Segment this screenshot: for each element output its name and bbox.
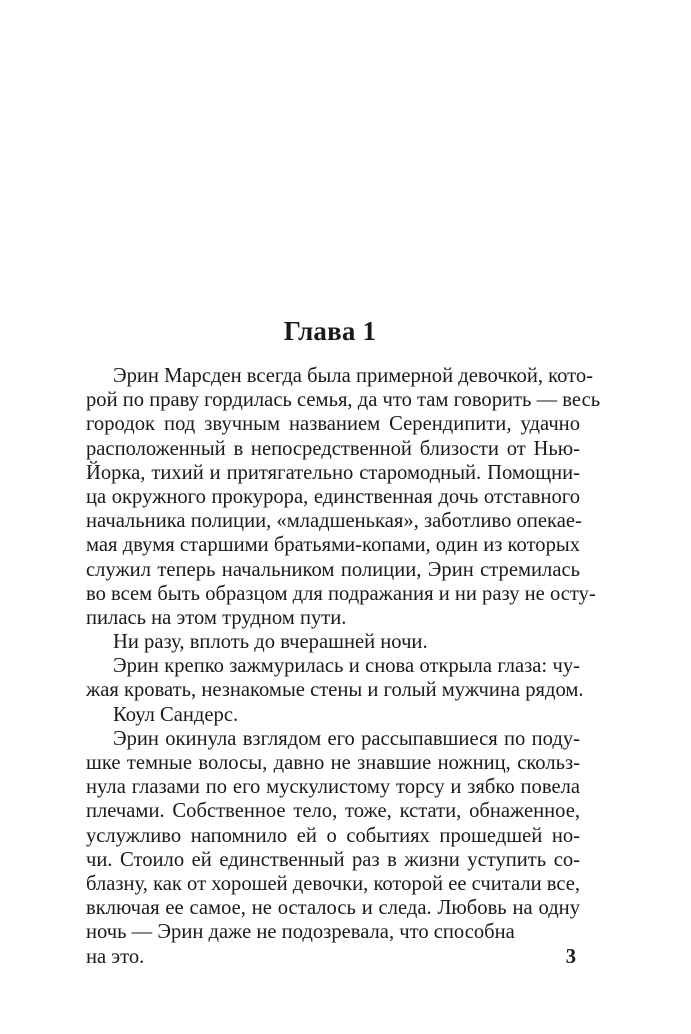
text-line: Ни разу, вплоть до вчерашней ночи. [113, 631, 428, 654]
text-line: ночь — Эрин даже не подозревала, что способна [86, 921, 515, 944]
text-line: пилась на этом трудном пути. [86, 606, 347, 629]
text-line: во всем быть образцом для подражания и ни разу не осту- [86, 582, 596, 605]
text-line: мая двумя старшими братьями-копами, один из которых [86, 534, 580, 557]
page-number: 3 [565, 945, 576, 968]
text-line: жая кровать, незнакомые стены и голый мужчина рядом. [86, 679, 584, 702]
text-line: блазну, как от хорошей девочки, которой ее считали все, [86, 872, 581, 895]
text-line: городок под звучным названием Серендипити, удачно [86, 413, 580, 436]
text-line: начальника полиции, «младшенькая», заботливо опекае- [86, 510, 582, 533]
text-line: Эрин крепко зажмурилась и снова открыла глаза: чу- [113, 655, 580, 678]
text-line: плечами. Собственное тело, тоже, кстати, обнаженное, [86, 800, 580, 823]
text-line: служил теперь начальником полиции, Эрин стремилась [86, 558, 580, 581]
text-line: Коул Сандерс. [113, 703, 239, 726]
text-line: Эрин окинула взглядом его рассыпавшиеся по поду- [113, 727, 580, 750]
chapter-title: Глава 1 [283, 316, 377, 346]
last-line [86, 945, 580, 969]
body-text [86, 364, 601, 969]
text-line: чи. Стоило ей единственный раз в жизни уступить со- [86, 848, 580, 871]
text-line: шке темные волосы, давно не знавшие ножниц, скольз- [86, 752, 580, 774]
text-line: нула глазами по его мускулистому торсу и зябко повела [86, 776, 580, 799]
text-line: Йорка, тихий и притягательно старомодный. Помощни- [86, 461, 580, 484]
text-line: услужливо напомнило ей о событиях прошедшей но- [86, 824, 580, 847]
text-line: расположенный в непосредственной близости от Нью- [86, 437, 580, 460]
text-line: на это. [86, 945, 145, 968]
text-line: ца окружного прокурора, единственная дочь отставного [86, 485, 580, 508]
text-line: Эрин Марсден всегда была примерной девочкой, кото- [113, 365, 594, 387]
text-line: включая ее самое, не осталось и следа. Любовь на одну [86, 897, 580, 920]
text-line: рой по праву гордилась семья, да что там говорить — весь [86, 389, 601, 412]
